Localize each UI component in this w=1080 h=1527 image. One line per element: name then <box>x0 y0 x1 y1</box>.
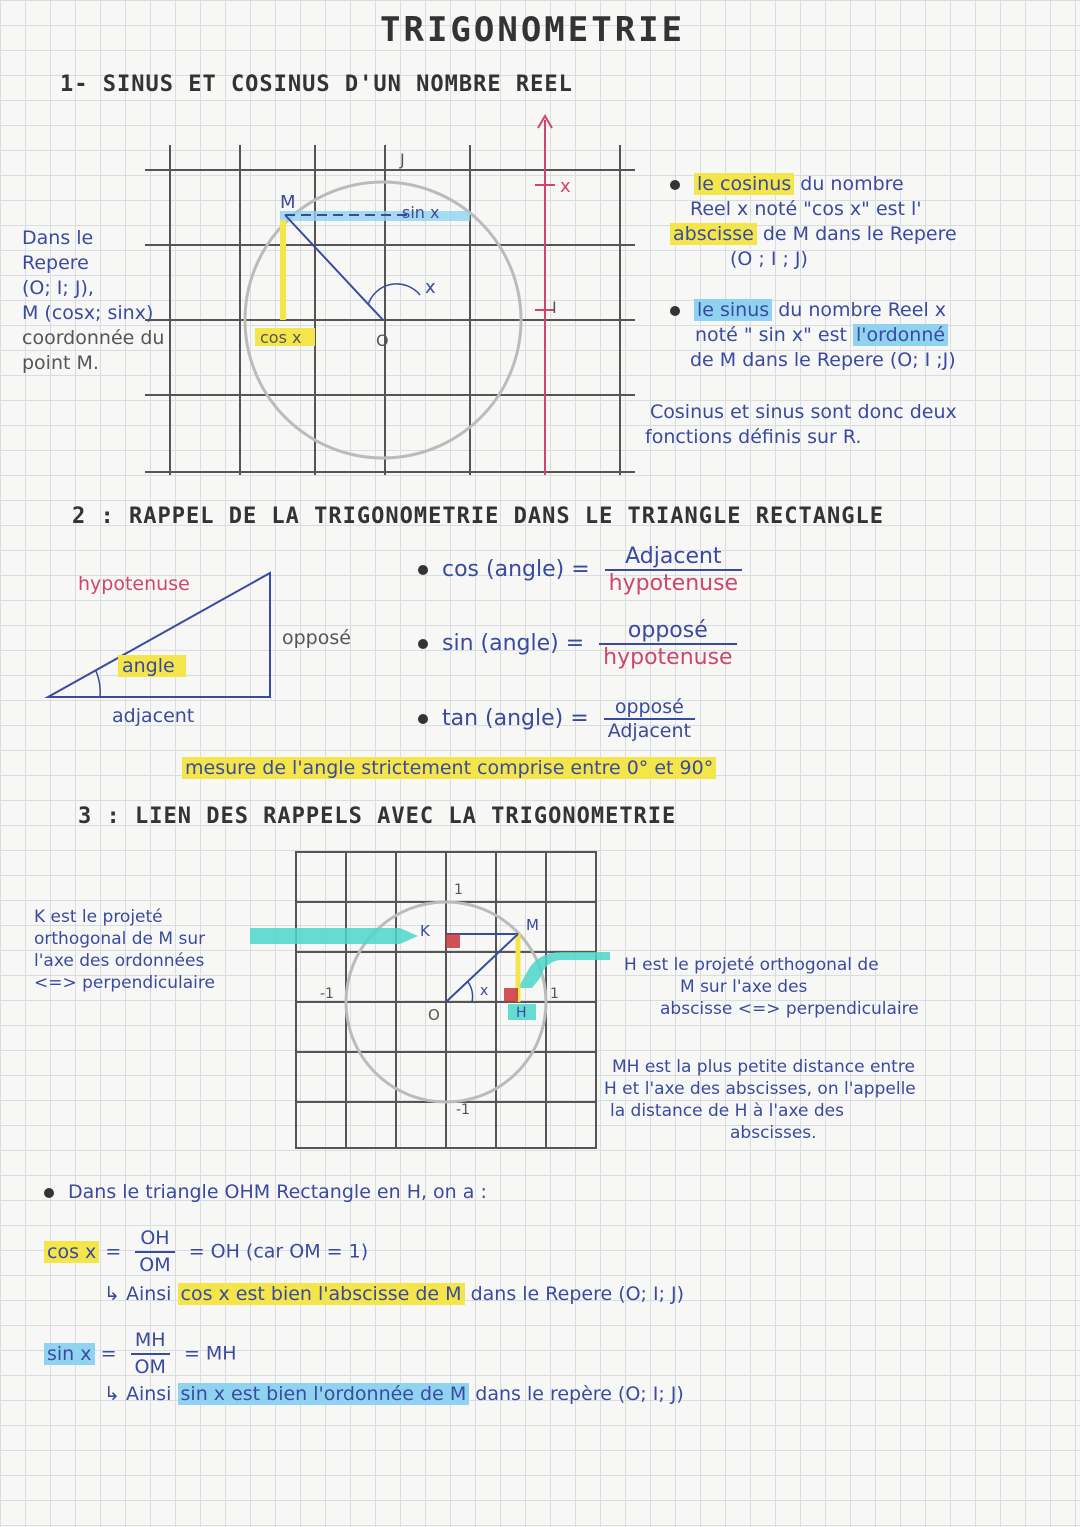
arrow-to-K <box>250 928 418 944</box>
triangle-hypotenuse-label: hypotenuse <box>78 573 190 595</box>
sin-conclusion: ↳ Ainsi sin x est bien l'ordonnée de M dans le repère (O; I; J) <box>104 1383 684 1405</box>
cos-conclusion: ↳ Ainsi cos x est bien l'abscisse de M dans le Repere (O; I; J) <box>104 1283 685 1305</box>
projection-H-note: H est le projeté orthogonal de M sur l'axe des abscisse <=> perpendiculaire <box>624 955 919 1019</box>
distance-note: MH est la plus petite distance entre H et l'axe des abscisses, on l'appelle la distance de H à l'axe des abscisses. <box>604 1057 916 1143</box>
label-angle-x: x <box>480 983 489 999</box>
bullet-icon <box>418 639 428 649</box>
label-H: H <box>516 1005 527 1021</box>
projection-K-note: K est le projeté orthogonal de M sur l'axe des ordonnées <=> perpendiculaire <box>34 907 215 993</box>
tan-formula: tan (angle) = $\frac{\text{opposé}}{\text{Adjacent}}$ <box>418 696 695 742</box>
section2-heading: 2 : RAPPEL DE LA TRIGONOMETRIE DANS LE TRIANGLE RECTANGLE <box>72 504 884 529</box>
page-title: TRIGONOMETRIE <box>380 10 686 50</box>
bullet-icon <box>418 714 428 724</box>
label-O: O <box>376 331 389 350</box>
sin-formula: sin (angle) = $\frac{\text{opposé}}{\text{hypotenuse}}$ <box>418 618 737 670</box>
label-minus-one-left: -1 <box>320 986 334 1002</box>
angle-measure-note: mesure de l'angle strictement comprise entre 0° et 90° <box>182 756 716 781</box>
arrow-return-icon: ↳ <box>104 1383 126 1405</box>
bullet-icon <box>418 565 428 575</box>
label-sin: sin x <box>402 203 440 222</box>
triangle-angle-label: angle <box>122 655 175 677</box>
triangle-oppose-label: opposé <box>282 627 351 649</box>
bullet-icon <box>670 180 680 190</box>
label-J: J <box>400 150 405 169</box>
triangle-OHM-statement: Dans le triangle OHM Rectangle en H, on a : <box>44 1180 487 1205</box>
label-cos: cos x <box>260 328 302 347</box>
section1-heading: 1- SINUS ET COSINUS D'UN NOMBRE REEL <box>60 72 573 97</box>
label-M: M <box>526 916 539 934</box>
label-one-right: 1 <box>550 986 559 1002</box>
label-K: K <box>420 922 430 940</box>
label-I: I <box>552 298 557 317</box>
cosinus-definition: le cosinus du nombre Reel x noté "cos x" est l' abscisse de M dans le Repere (O ; I ; J) <box>670 172 957 272</box>
label-M: M <box>280 192 296 213</box>
section3-heading: 3 : LIEN DES RAPPELS AVEC LA TRIGONOMETRIE <box>78 804 677 829</box>
label-one-top: 1 <box>454 882 463 898</box>
sin-derivation: sin x = $\frac{MH}{OM}$ = MH <box>44 1328 237 1380</box>
label-axis-x: x <box>560 176 571 197</box>
cos-formula: cos (angle) = $\frac{\text{Adjacent}}{\text{hypotenuse}}$ <box>418 544 742 596</box>
cos-derivation: cos x = $\frac{OH}{OM}$ = OH (car OM = 1) <box>44 1226 368 1278</box>
conclusion-note: Cosinus et sinus sont donc deux fonctions définis sur R. <box>645 401 957 448</box>
unit-circle-diagram <box>140 110 640 480</box>
bullet-icon <box>670 306 680 316</box>
label-minus-one-bottom: -1 <box>456 1102 470 1118</box>
projection-diagram <box>250 848 610 1158</box>
left-note-repere: Dans le Repere (O; I; J), M (cosx; sinx) coordonnée du point M. <box>22 227 165 374</box>
label-angle-x: x <box>425 277 436 298</box>
label-O: O <box>428 1006 440 1024</box>
sinus-definition: le sinus du nombre Reel x noté " sin x" est l'ordonné de M dans le Repere (O; I ;J) <box>670 298 956 373</box>
arrow-return-icon: ↳ <box>104 1283 126 1305</box>
triangle-adjacent-label: adjacent <box>112 705 195 727</box>
bullet-icon <box>44 1188 54 1198</box>
